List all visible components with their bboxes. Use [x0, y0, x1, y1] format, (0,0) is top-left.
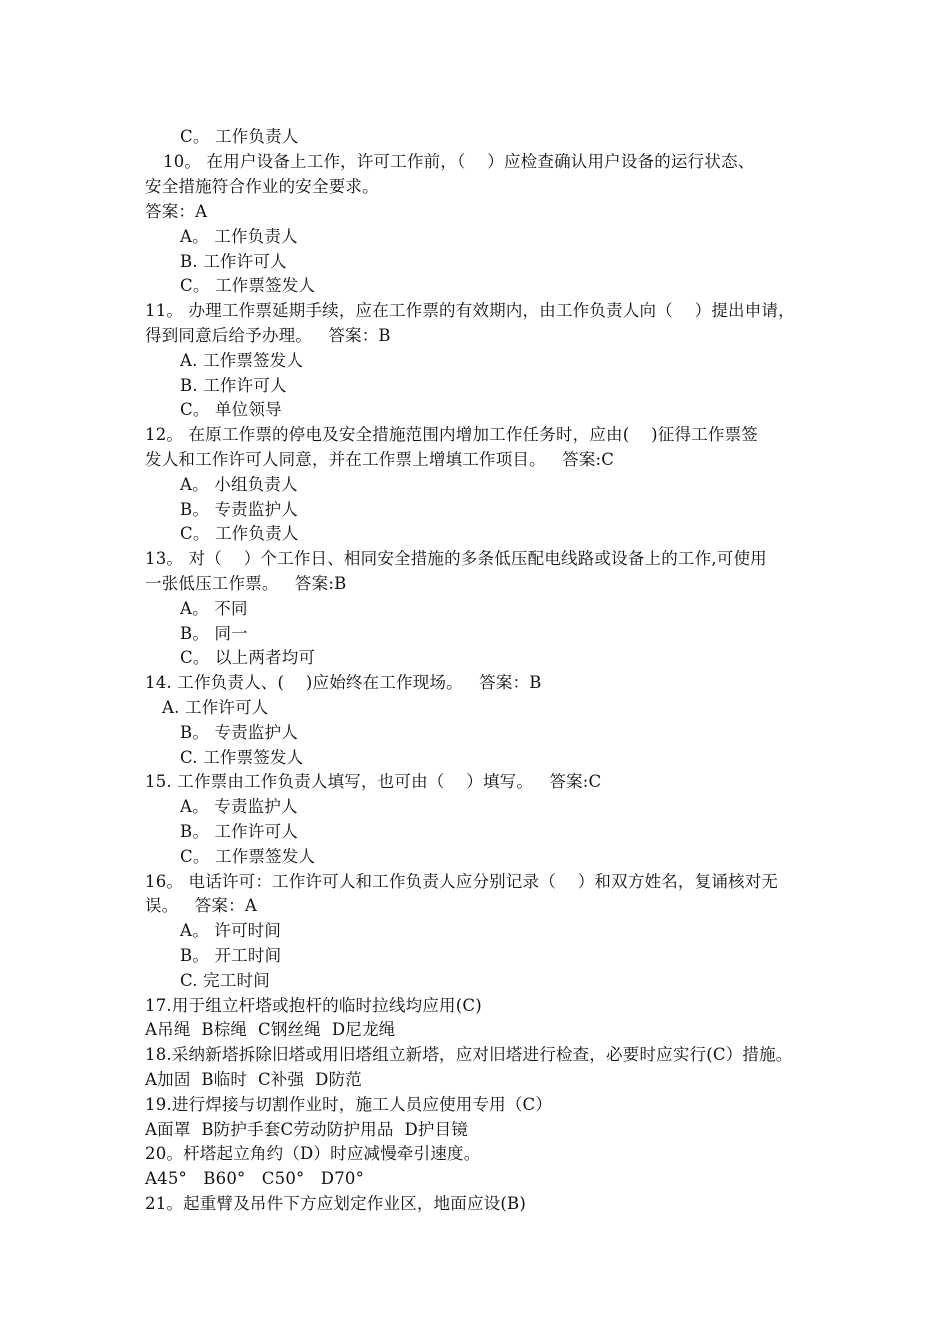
option-c: C。 工作负责人: [180, 127, 299, 146]
option-a: A. 工作票签发人: [180, 351, 304, 370]
question-10-cont: 安全措施符合作业的安全要求。: [145, 177, 379, 196]
option-b: B. 工作许可人: [180, 376, 287, 395]
option-a: A。 许可时间: [180, 921, 282, 940]
option-c: C。 工作票签发人: [180, 847, 316, 866]
question-15: 15. 工作票由工作负责人填写，也可由（ ）填写。 答案:C: [145, 772, 602, 791]
option-b: B。 同一: [180, 624, 248, 643]
question-17: 17.用于组立杆塔或抱杆的临时拉线均应用(C): [145, 996, 482, 1015]
option-c: C。 工作票签发人: [180, 276, 316, 295]
question-12: 12。 在原工作票的停电及安全措施范围内增加工作任务时，应由( )征得工作票签: [145, 425, 758, 444]
option-c: C. 完工时间: [180, 971, 270, 990]
question-13-cont: 一张低压工作票。 答案:B: [145, 574, 347, 593]
question-11-cont: 得到同意后给予办理。 答案：B: [145, 326, 391, 345]
question-16-cont: 误。 答案：A: [145, 896, 257, 915]
question-19: 19.进行焊接与切割作业时，施工人员应使用专用（C）: [145, 1095, 553, 1114]
option-b: B. 工作许可人: [180, 252, 287, 271]
question-21: 21。起重臂及吊件下方应划定作业区，地面应设(B): [145, 1194, 526, 1213]
option-c: C。 以上两者均可: [180, 648, 316, 667]
options-20: A45° B60° C50° D70°: [145, 1169, 365, 1188]
question-11: 11。 办理工作票延期手续，应在工作票的有效期内，由工作负责人向（ ）提出申请，: [145, 301, 795, 320]
question-10: 10。 在用户设备上工作，许可工作前，（ ）应检查确认用户设备的运行状态、: [163, 152, 755, 171]
options-19: A面罩 B防护手套C劳动防护用品 D护目镜: [145, 1120, 468, 1139]
option-c: C. 工作票签发人: [180, 748, 304, 767]
option-c: C。 单位领导: [180, 400, 282, 419]
option-b: B。 工作许可人: [180, 822, 298, 841]
question-20: 20。杆塔起立角约（D）时应减慢牵引速度。: [145, 1144, 481, 1163]
answer-10: 答案：A: [145, 202, 208, 221]
option-a: A。 工作负责人: [180, 227, 298, 246]
option-c: C。 工作负责人: [180, 524, 299, 543]
question-18: 18.采纳新塔拆除旧塔或用旧塔组立新塔，应对旧塔进行检查，必要时应实行(C）措施。: [145, 1045, 793, 1064]
question-16: 16。 电话许可：工作许可人和工作负责人应分别记录（ ）和双方姓名，复诵核对无: [145, 872, 779, 891]
option-a: A. 工作许可人: [162, 698, 269, 717]
option-a: A。 不同: [180, 599, 248, 618]
option-a: A。 小组负责人: [180, 475, 298, 494]
options-18: A加固 B临时 C补强 D防范: [145, 1070, 362, 1089]
question-14: 14. 工作负责人、( )应始终在工作现场。 答案：B: [145, 673, 542, 692]
option-b: B。 开工时间: [180, 946, 282, 965]
option-b: B。 专责监护人: [180, 500, 298, 519]
options-17: A吊绳 B棕绳 C钢丝绳 D尼龙绳: [145, 1020, 396, 1039]
question-13: 13。 对（ ）个工作日、相同安全措施的多条低压配电线路或设备上的工作,可使用: [145, 549, 767, 568]
option-b: B。 专责监护人: [180, 723, 298, 742]
question-12-cont: 发人和工作许可人同意，并在工作票上增填工作项目。 答案:C: [145, 450, 615, 469]
option-a: A。 专责监护人: [180, 797, 298, 816]
